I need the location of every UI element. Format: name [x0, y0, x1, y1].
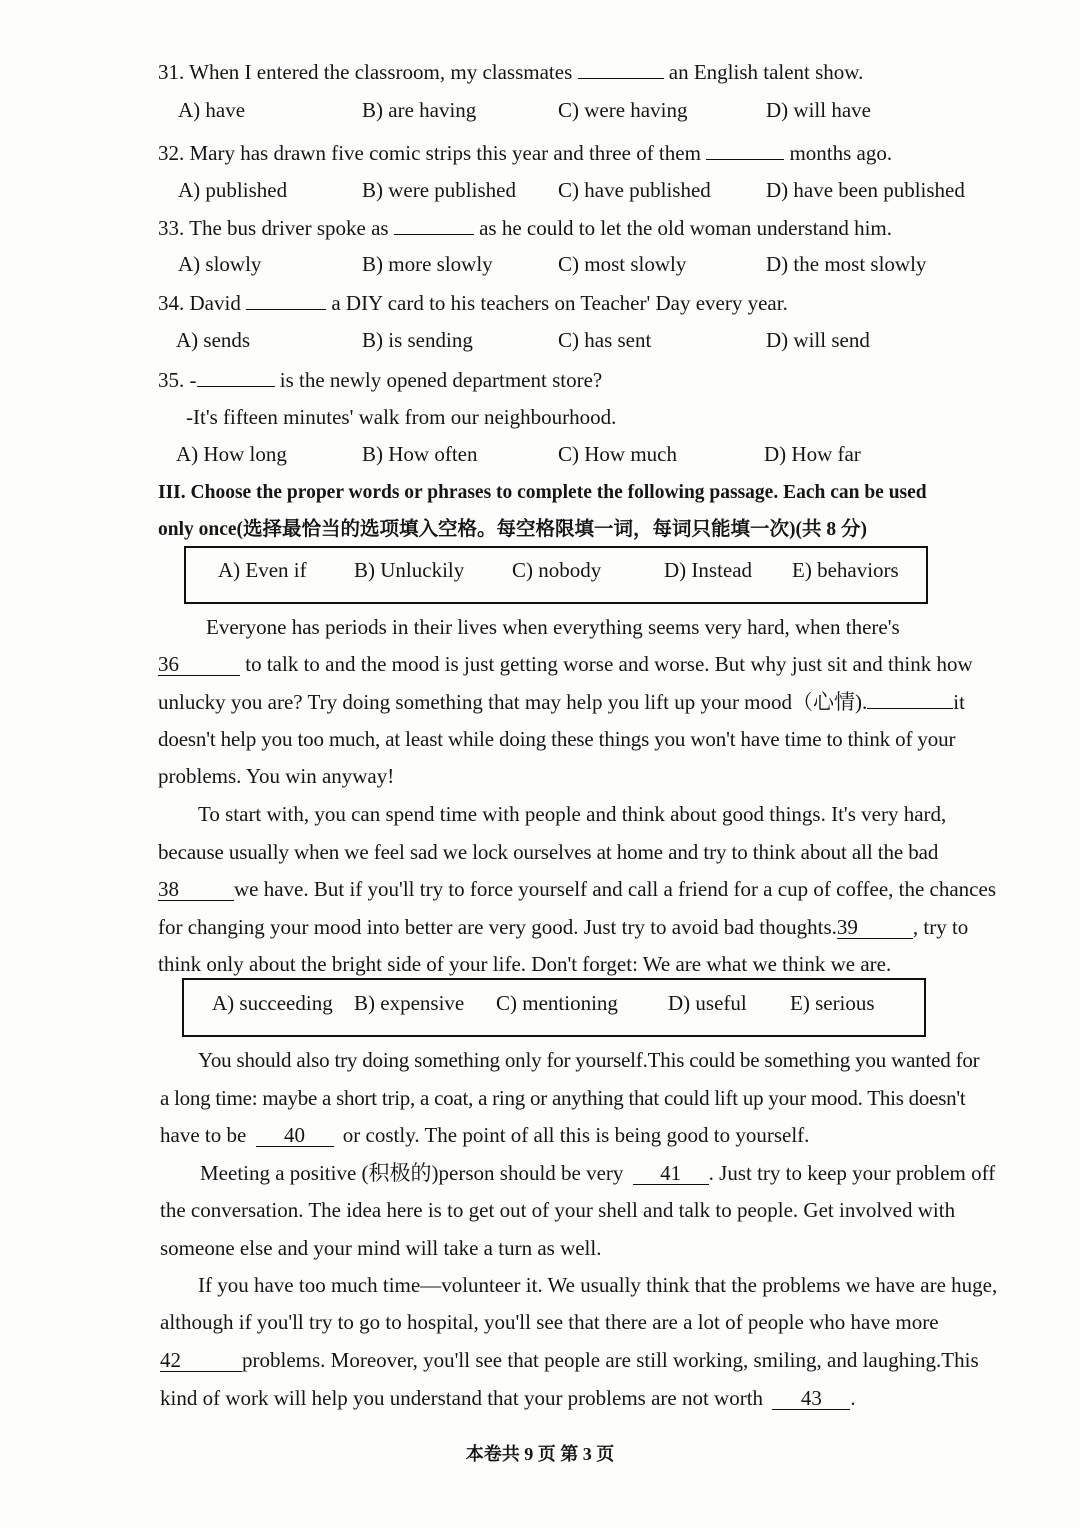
option-a[interactable]: A) published: [178, 178, 288, 202]
question-31: [158, 58, 948, 85]
page-footer: 本卷共 9 页 第 3 页: [465, 1444, 615, 1464]
passage-text: .: [850, 1386, 856, 1410]
question-32: [158, 139, 948, 166]
answer-blank-39[interactable]: 39: [837, 916, 913, 939]
question-number: 31.: [158, 60, 185, 84]
option-a[interactable]: A) have: [178, 98, 246, 122]
answer-blank-37[interactable]: [867, 688, 953, 709]
option-b[interactable]: B) How often: [362, 442, 478, 466]
option-a[interactable]: A) slowly: [178, 252, 262, 276]
passage-line: the conversation. The idea here is to get out of your shell and talk to people. Get involved with: [160, 1198, 956, 1222]
passage-line: although if you'll try to go to hospital, you'll see that there are a lot of people who have more: [160, 1310, 939, 1334]
dialogue-answer: -It's fifteen minutes' walk from our neighbourhood.: [186, 405, 617, 429]
passage-line: think only about the bright side of your life. Don't forget: We are what we think we are.: [158, 952, 892, 976]
option-d[interactable]: D) have been published: [766, 178, 965, 202]
question-number: 35.: [158, 368, 185, 392]
option-a[interactable]: A) sends: [176, 328, 251, 352]
answer-blank[interactable]: [197, 366, 275, 387]
question-stem-end: months ago.: [789, 141, 893, 165]
passage-line: [158, 651, 973, 677]
question-stem-end: is the newly opened department store?: [279, 368, 603, 392]
option-c[interactable]: C) How much: [558, 442, 677, 466]
option-c[interactable]: C) most slowly: [558, 252, 687, 276]
passage-line: To start with, you can spend time with people and think about good things. It's very hard,: [198, 802, 947, 826]
question-stem-end: an English talent show.: [668, 60, 864, 84]
option-b[interactable]: B) are having: [362, 98, 477, 122]
word-bank-item: C) mentioning: [496, 991, 618, 1015]
passage-text: to talk to and the mood is just getting worse and worse. But why just sit and think how: [245, 652, 973, 676]
question-stem-end: as he could to let the old woman understand him.: [479, 216, 892, 240]
option-c[interactable]: C) were having: [558, 98, 688, 122]
word-bank-item: C) nobody: [512, 558, 602, 582]
passage-line: because usually when we feel sad we lock ourselves at home and try to think about all the bad: [158, 840, 939, 864]
question-number: 33.: [158, 216, 185, 240]
question-number: 34.: [158, 291, 185, 315]
answer-blank-38[interactable]: 38: [158, 878, 234, 901]
passage-line: problems. You win anyway!: [158, 764, 395, 788]
answer-blank-40[interactable]: 40: [256, 1124, 334, 1147]
passage-text: problems. Moreover, you'll see that people are still working, smiling, and laughing.This: [242, 1348, 979, 1372]
passage-line: [200, 1160, 996, 1186]
question-number: 32.: [158, 141, 185, 165]
question-stem: Mary has drawn five comic strips this year and three of them: [189, 141, 701, 165]
passage-line: [160, 1347, 979, 1373]
question-stem: David: [189, 291, 241, 315]
passage-text: it: [953, 690, 965, 714]
passage-text: . Just try to keep your problem off: [708, 1161, 996, 1185]
option-d[interactable]: D) How far: [764, 442, 861, 466]
passage-text: for changing your mood into better are very good. Just try to avoid bad thoughts.: [158, 915, 837, 939]
passage-line: someone else and your mind will take a turn as well.: [160, 1236, 602, 1260]
passage-text: , try to: [912, 915, 969, 939]
answer-blank[interactable]: [246, 289, 326, 310]
section-heading-cont: only once(选择最恰当的选项填入空格。每空格限填一词，每词只能填一次)(共 8 分): [158, 519, 868, 540]
passage-line: doesn't help you too much, at least while doing these things you won't have time to think of your: [158, 727, 956, 751]
word-bank-item: E) behaviors: [792, 558, 899, 582]
answer-blank-41[interactable]: 41: [633, 1162, 709, 1185]
passage-line: Everyone has periods in their lives when everything seems very hard, when there's: [206, 615, 900, 639]
question-35: [158, 366, 948, 393]
answer-blank[interactable]: [394, 214, 474, 235]
option-d[interactable]: D) will send: [766, 328, 870, 352]
passage-text: unlucky you are? Try doing something that may help you lift up your mood（心情).: [158, 690, 868, 714]
passage-line: [160, 1122, 950, 1148]
option-c[interactable]: C) has sent: [558, 328, 652, 352]
word-bank-item: D) useful: [668, 991, 747, 1015]
answer-blank[interactable]: [578, 58, 664, 79]
option-c[interactable]: C) have published: [558, 178, 711, 202]
option-d[interactable]: D) will have: [766, 98, 871, 122]
passage-text: have to be: [160, 1123, 247, 1147]
question-34: [158, 289, 948, 316]
section-heading: III. Choose the proper words or phrases to complete the following passage. Each can be used: [158, 482, 927, 503]
passage-line: You should also try doing something only for yourself.This could be something you wanted for: [198, 1048, 980, 1072]
passage-line: [158, 688, 965, 715]
passage-line: If you have too much time—volunteer it. We usually think that the problems we have are huge,: [198, 1273, 998, 1297]
word-bank-item: A) Even if: [218, 558, 307, 582]
passage-text: or costly. The point of all this is being good to yourself.: [342, 1123, 810, 1147]
word-bank-item: B) expensive: [354, 991, 465, 1015]
passage-text: kind of work will help you understand that your problems are not worth: [160, 1386, 764, 1410]
word-bank-item: A) succeeding: [212, 991, 333, 1015]
answer-blank-42[interactable]: 42: [160, 1349, 242, 1372]
word-bank-item: B) Unluckily: [354, 558, 465, 582]
passage-text: we have. But if you'll try to force yourself and call a friend for a cup of coffee, the chances: [234, 877, 996, 901]
question-stem: The bus driver spoke as: [189, 216, 389, 240]
dialogue-dash: -: [189, 368, 197, 392]
word-bank-item: D) Instead: [664, 558, 753, 582]
option-b[interactable]: B) is sending: [362, 328, 473, 352]
answer-blank-36[interactable]: 36: [158, 653, 240, 676]
question-stem-end: a DIY card to his teachers on Teacher' Day every year.: [331, 291, 788, 315]
passage-line: [158, 876, 996, 902]
passage-line: a long time: maybe a short trip, a coat, a ring or anything that could lift up your mood. This doesn't: [160, 1086, 966, 1110]
passage-line: [160, 1385, 950, 1411]
passage-text: Meeting a positive (积极的)person should be very: [200, 1161, 624, 1185]
option-a[interactable]: A) How long: [176, 442, 287, 466]
passage-line: [158, 914, 969, 940]
answer-blank[interactable]: [706, 139, 784, 160]
answer-blank-43[interactable]: 43: [772, 1387, 850, 1410]
option-b[interactable]: B) were published: [362, 178, 516, 202]
question-33: [158, 214, 948, 241]
option-b[interactable]: B) more slowly: [362, 252, 493, 276]
option-d[interactable]: D) the most slowly: [766, 252, 927, 276]
word-bank-item: E) serious: [790, 991, 875, 1015]
question-stem: When I entered the classroom, my classmates: [189, 60, 573, 84]
